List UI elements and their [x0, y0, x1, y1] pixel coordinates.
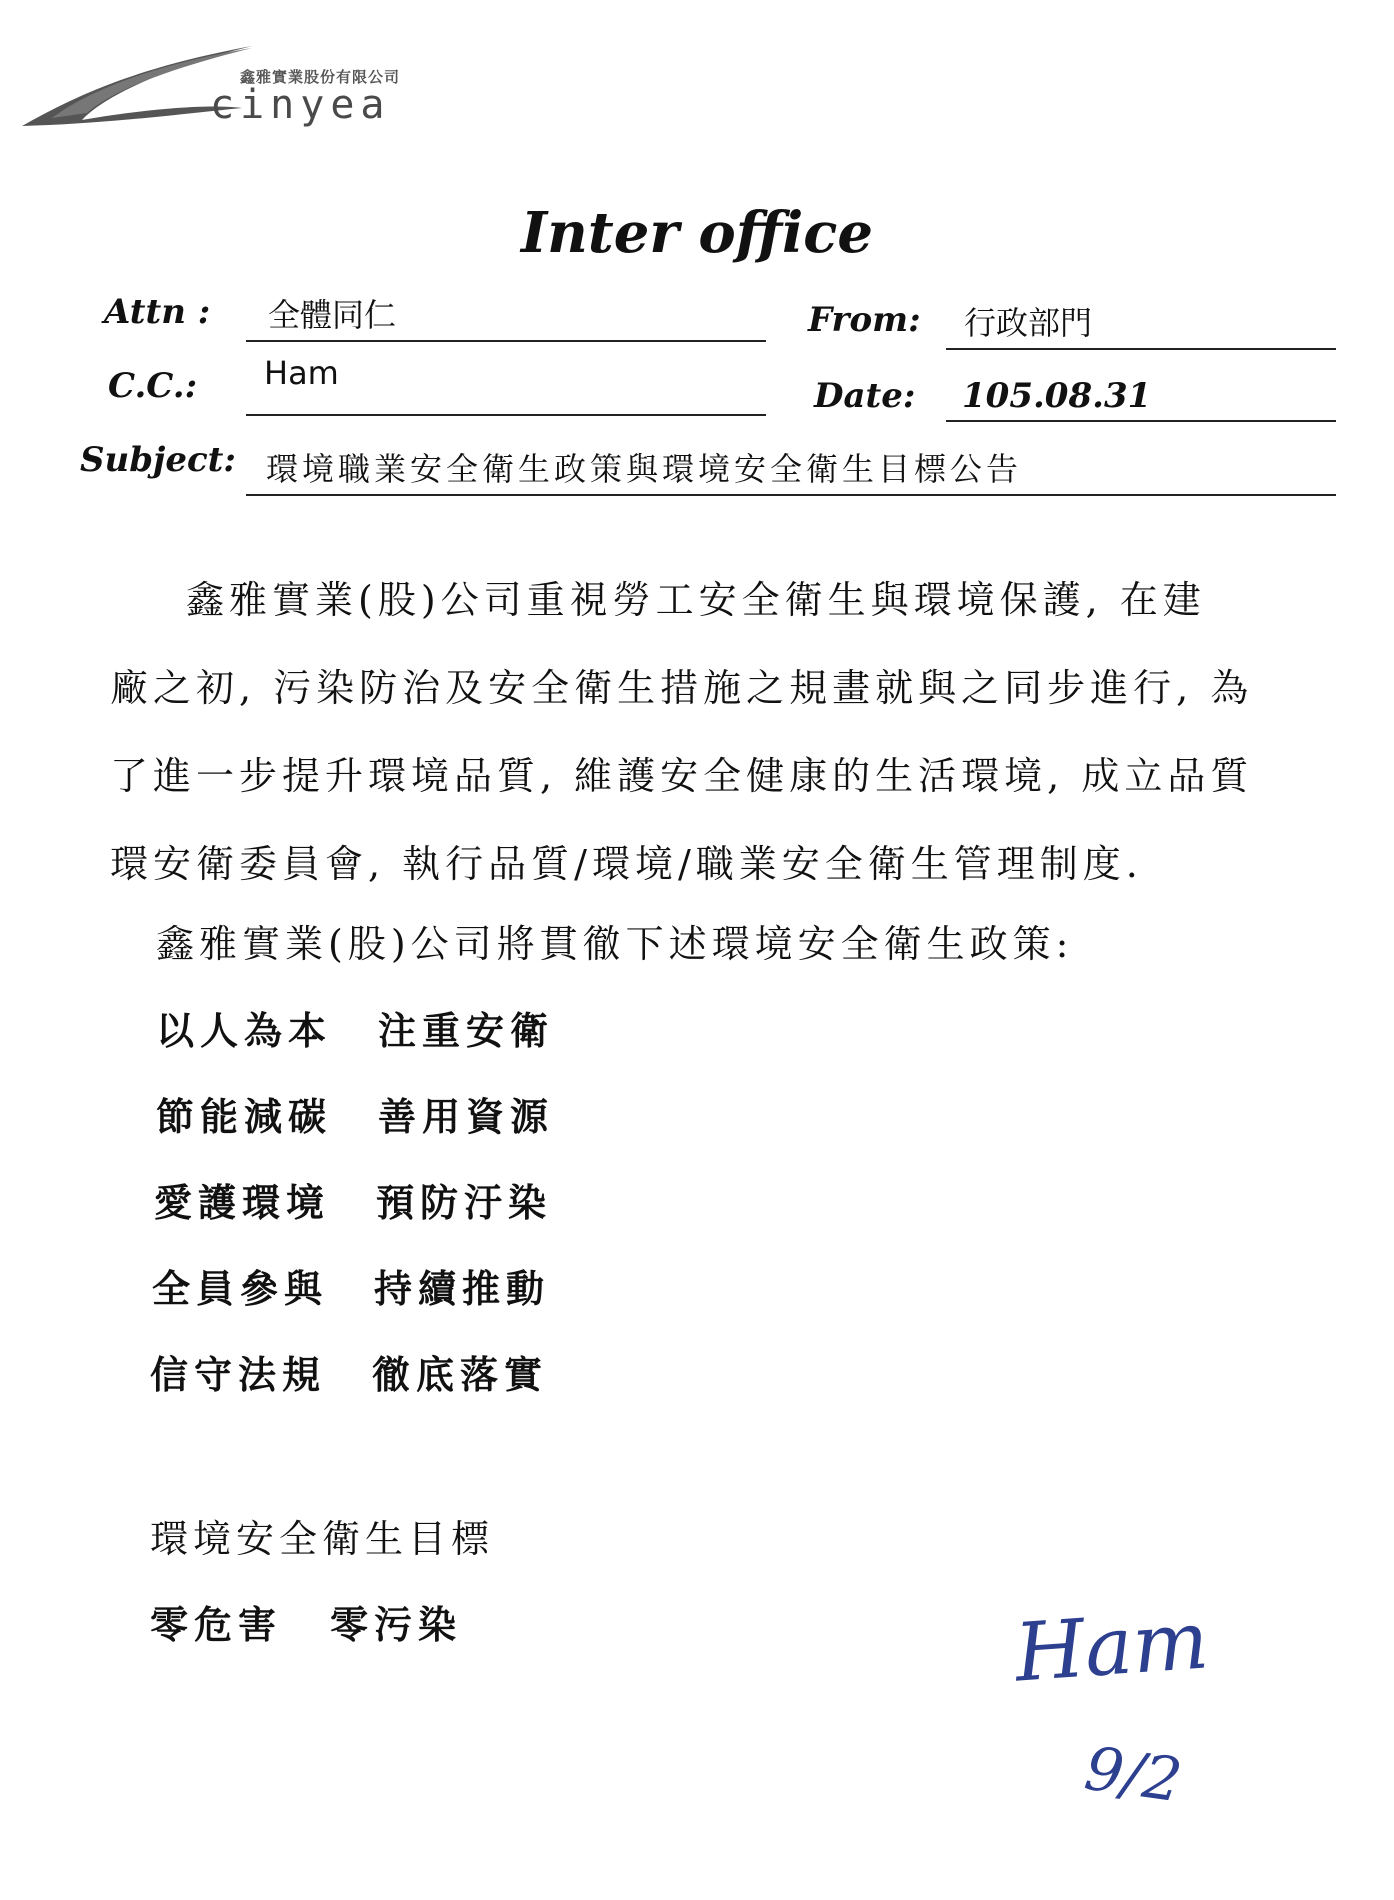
- policy-item-b: 預防汙染: [376, 1180, 553, 1225]
- policy-item-a: 節能減碳: [156, 1094, 333, 1139]
- policy-paragraph: [110, 556, 1270, 908]
- paragraph-line: 鑫雅實業(股)公司重視勞工安全衛生與環境保護, 在建: [186, 578, 1206, 622]
- attn-value: 全體同仁: [268, 296, 397, 334]
- policy-item-b: 善用資源: [378, 1094, 555, 1139]
- subject-underline: [246, 494, 1336, 496]
- from-label: From:: [808, 300, 921, 340]
- attn-label: Attn :: [104, 292, 211, 332]
- goal-item-a: 零危害: [150, 1602, 283, 1647]
- policy-intro: 鑫雅實業(股)公司將貫徹下述環境安全衛生政策:: [156, 922, 1074, 966]
- policy-item-a: 全員參與: [152, 1266, 329, 1311]
- paragraph-line: 廠之初, 污染防治及安全衛生措施之規畫就與之同步進行, 為: [110, 666, 1254, 710]
- cc-underline: [246, 414, 766, 416]
- cc-label: C.C.:: [108, 366, 198, 406]
- from-value: 行政部門: [964, 304, 1093, 342]
- policy-item-a: 愛護環境: [154, 1180, 331, 1225]
- policy-item-a: 以人為本: [156, 1008, 333, 1053]
- logo-wordmark: cinyea: [210, 82, 391, 128]
- policy-item-b: 持續推動: [374, 1266, 551, 1311]
- paragraph-line: 了進一步提升環境品質, 維護安全健康的生活環境, 成立品質: [110, 754, 1254, 798]
- subject-value: 環境職業安全衛生政策與環境安全衛生目標公告: [266, 450, 1023, 488]
- logo-company-name: 鑫雅實業股份有限公司: [240, 68, 401, 86]
- handwritten-date: 9/2: [1080, 1733, 1186, 1817]
- goal-heading: 環境安全衛生目標: [150, 1517, 495, 1561]
- attn-underline: [246, 340, 766, 342]
- date-value: 105.08.31: [962, 376, 1152, 416]
- policy-item-b: 徹底落實: [372, 1352, 549, 1397]
- subject-label: Subject:: [80, 440, 236, 480]
- date-underline: [946, 420, 1336, 422]
- memo-title: Inter office: [520, 200, 874, 266]
- policy-item-a: 信守法規: [150, 1352, 327, 1397]
- handwritten-signature: Ham: [1011, 1593, 1212, 1700]
- from-underline: [946, 348, 1336, 350]
- policy-item-b: 注重安衛: [378, 1008, 555, 1053]
- date-label: Date:: [814, 376, 916, 416]
- goal-item-b: 零污染: [330, 1602, 463, 1647]
- cc-value: Ham: [264, 354, 339, 392]
- paragraph-line: 環安衛委員會, 執行品質/環境/職業安全衛生管理制度.: [110, 842, 1143, 886]
